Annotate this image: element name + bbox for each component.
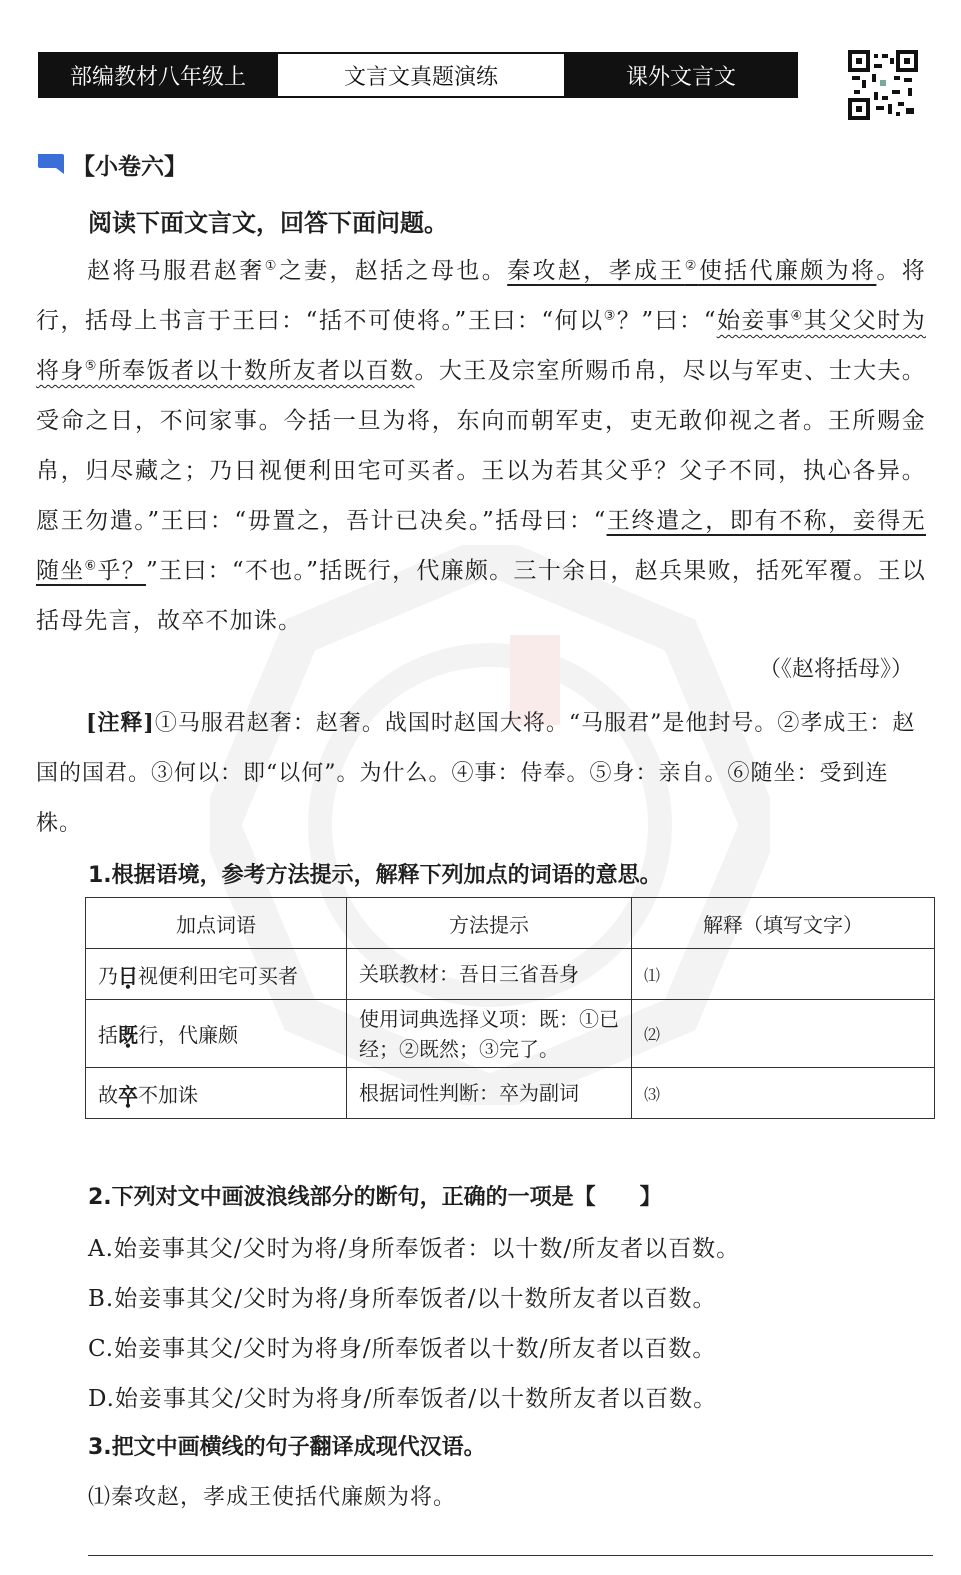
passage-source: （《赵将括母》） — [758, 657, 913, 682]
column-header: 方法提示 — [347, 898, 632, 949]
vocab-table — [85, 897, 935, 1119]
option-a[interactable]: A.始妾事其父/父时为将/身所奉饭者：以十数/所友者以百数。 — [88, 1236, 741, 1262]
question-3-title: 3.把文中画横线的句子翻译成现代汉语。 — [88, 1435, 486, 1460]
header-title: 文言文真题演练 — [276, 54, 566, 96]
table-row — [86, 1000, 935, 1068]
annotations-text: ①马服君赵奢：赵奢。战国时赵国大将。“马服君”是他封号。②孝成王：赵国的国君。③何以：即“以何”。为什么。④事：侍奉。⑤身：亲自。⑥随坐：受到连株。 — [36, 711, 916, 836]
section-title — [36, 148, 187, 181]
translation-item-1: ⑴秦攻赵，孝成王使括代廉颇为将。 — [88, 1485, 457, 1510]
dotted-phrase: 括既行，代廉颇 — [86, 1000, 347, 1068]
footnote-marker: ① — [264, 258, 279, 274]
method-hint: 关联教材：吾日三省吾身 — [347, 949, 632, 1000]
column-header: 加点词语 — [86, 898, 347, 949]
underlined-sentence-1: 秦攻赵，孝成王②使括代廉颇为将 — [507, 258, 877, 284]
header-category: 课外文言文 — [566, 54, 796, 96]
dotted-phrase: 乃日视便利田宅可买者 — [86, 949, 347, 1000]
method-hint: 使用词典选择义项：既：①已经；②既然；③完了。 — [347, 1000, 632, 1068]
question-1-title: 1.根据语境，参考方法提示，解释下列加点的词语的意思。 — [88, 863, 662, 888]
dotted-word: 日 — [118, 963, 138, 988]
answer-cell[interactable]: ⑶ — [632, 1068, 935, 1119]
annotations — [36, 698, 926, 849]
table-row — [86, 949, 935, 1000]
bookmark-icon — [36, 152, 66, 178]
answer-cell[interactable]: ⑴ — [632, 949, 935, 1000]
dotted-phrase: 故卒不加诛 — [86, 1068, 347, 1119]
classical-passage — [36, 246, 926, 646]
question-2-title: 2.下列对文中画波浪线部分的断句，正确的一项是【 】 — [88, 1185, 662, 1210]
passage-text: ？”曰：“ — [616, 308, 717, 334]
passage-text: 之妻，赵括之母也。 — [278, 258, 508, 284]
dotted-word: 既 — [118, 1023, 138, 1047]
qr-code-icon — [848, 50, 918, 120]
header-grade-label: 部编教材八年级上 — [40, 54, 276, 96]
footnote-marker: ③ — [603, 308, 617, 324]
header-bar — [38, 52, 798, 98]
wavy-underlined-sentence: 始妾事④其父父时为将身⑤所奉饭者以十数所友者以百数 — [36, 308, 926, 384]
section-title-text: 【小卷六】 — [72, 154, 187, 180]
answer-line[interactable] — [88, 1555, 933, 1556]
annotations-label: [注释] — [86, 710, 155, 736]
column-header: 解释（填写文字） — [632, 898, 935, 949]
passage-text: 赵将马服君赵奢 — [86, 258, 265, 284]
dotted-word: 卒 — [118, 1082, 138, 1107]
option-d[interactable]: D.始妾事其父/父时为将身/所奉饭者/以十数所友者以百数。 — [88, 1386, 718, 1412]
option-b[interactable]: B.始妾事其父/父时为将/身所奉饭者/以十数所友者以百数。 — [88, 1286, 717, 1312]
reading-prompt: 阅读下面文言文，回答下面问题。 — [88, 209, 448, 237]
method-hint: 根据词性判断：卒为副词 — [347, 1068, 632, 1119]
passage-text: 。大王及宗室所赐币帛，尽以与军吏、士大夫。受命之日，不问家事。今括一旦为将，东向而朝军吏，吏无敢仰视之者。王所赐金帛，归尽藏之；乃日视便利田宅可买者。王以为若其父乎？父子不同，执心各异。愿王勿遣。”王曰：“毋置之，吾计已决矣。”括母曰：“ — [36, 358, 927, 534]
passage-text: ”王曰：“不也。”括既行，代廉颇。三十余日，赵兵果败，括死军覆。王以括母先言，故卒不加诛。 — [36, 558, 926, 634]
option-c[interactable]: C.始妾事其父/父时为将身/所奉饭者以十数/所友者以百数。 — [88, 1336, 717, 1362]
underlined-sentence-2: 王终遣之，即有不称，妾得无随坐⑥乎？ — [36, 508, 926, 584]
passage-text: 。将行，括母上书言于王曰：“括不可使将。”王曰：“何以 — [36, 258, 926, 334]
table-header-row — [86, 898, 935, 949]
table-row — [86, 1068, 935, 1119]
answer-cell[interactable]: ⑵ — [632, 1000, 935, 1068]
